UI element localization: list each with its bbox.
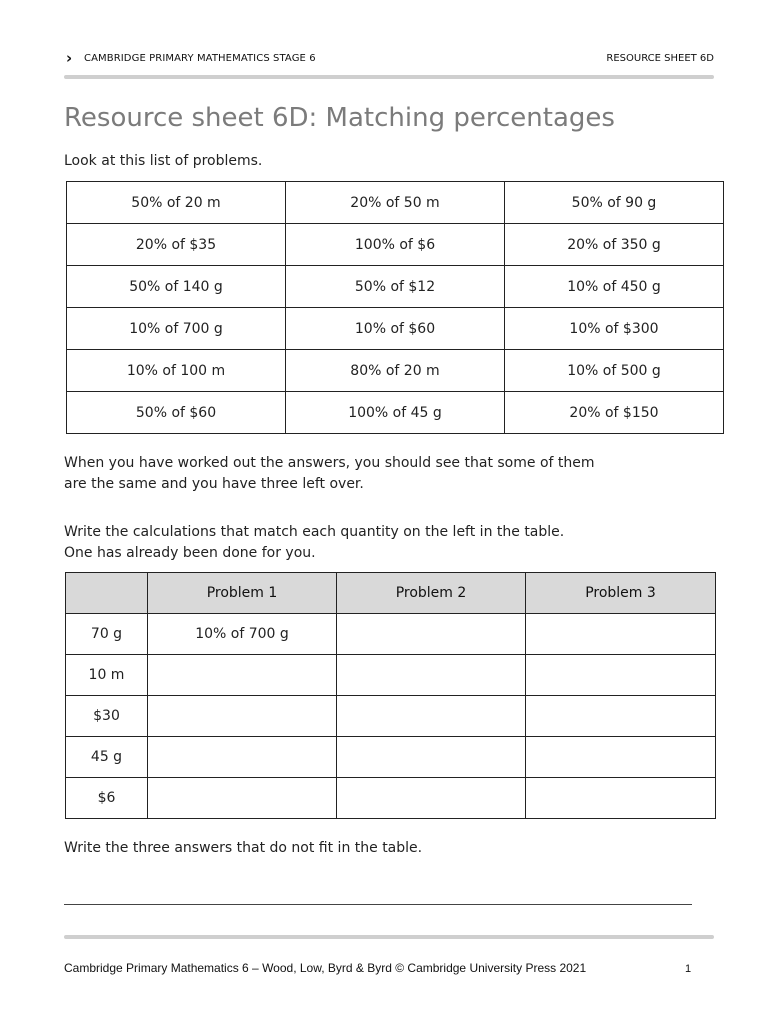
answer-cell <box>337 614 526 655</box>
problem-cell: 10% of $300 <box>505 308 724 350</box>
table-row <box>66 655 716 696</box>
problem-cell: 100% of $6 <box>286 224 505 266</box>
table-row <box>66 696 716 737</box>
header-row <box>66 573 716 614</box>
column-header-problem-1: Problem 1 <box>148 573 337 614</box>
sheet-label: RESOURCE SHEET 6D <box>606 53 714 64</box>
page-number: 1 <box>685 963 692 975</box>
intro-text <box>64 151 262 172</box>
problem-cell: 10% of 700 g <box>67 308 286 350</box>
problem-cell: 20% of 350 g <box>505 224 724 266</box>
problem-cell: 10% of $60 <box>286 308 505 350</box>
footer-credit: Cambridge Primary Mathematics 6 – Wood, Low, Byrd & Byrd © Cambridge University Press 2021 <box>64 961 587 975</box>
answer-cell <box>337 655 526 696</box>
answer-cell <box>148 737 337 778</box>
table-row <box>66 778 716 819</box>
page-header <box>66 49 714 68</box>
problem-cell: 20% of $35 <box>67 224 286 266</box>
note-line-1: When you have worked out the answers, you should see that some of them <box>64 455 595 471</box>
problems-table <box>66 181 724 434</box>
answer-cell <box>337 778 526 819</box>
header-divider <box>64 75 714 79</box>
answer-cell <box>526 696 716 737</box>
problem-cell: 50% of 140 g <box>67 266 286 308</box>
problem-cell: 20% of $150 <box>505 392 724 434</box>
problem-cell: 50% of $60 <box>67 392 286 434</box>
instruction-line-2: One has already been done for you. <box>64 545 316 561</box>
quantity-cell: 45 g <box>66 737 148 778</box>
series-title: CAMBRIDGE PRIMARY MATHEMATICS STAGE 6 <box>84 53 316 64</box>
problem-cell: 20% of 50 m <box>286 182 505 224</box>
answer-cell: 10% of 700 g <box>148 614 337 655</box>
instruction-text <box>64 522 564 564</box>
footer-divider <box>64 935 714 939</box>
problem-cell: 10% of 450 g <box>505 266 724 308</box>
answer-line <box>64 904 692 905</box>
matching-table <box>65 572 716 819</box>
problem-cell: 80% of 20 m <box>286 350 505 392</box>
answer-cell <box>526 778 716 819</box>
table-row <box>67 182 724 224</box>
problem-cell: 100% of 45 g <box>286 392 505 434</box>
quantity-cell: 70 g <box>66 614 148 655</box>
table-row <box>66 614 716 655</box>
answer-cell <box>337 737 526 778</box>
problem-cell: 10% of 500 g <box>505 350 724 392</box>
answer-cell <box>526 737 716 778</box>
page-title: Resource sheet 6D: Matching percentages <box>64 103 615 133</box>
instruction-line-1: Write the calculations that match each quantity on the left in the table. <box>64 524 565 540</box>
column-header-blank <box>66 573 148 614</box>
table-row <box>67 392 724 434</box>
answer-cell <box>148 655 337 696</box>
leftover-prompt-text: Write the three answers that do not fit in the table. <box>64 840 423 856</box>
table-row <box>67 224 724 266</box>
problem-cell: 10% of 100 m <box>67 350 286 392</box>
column-header-problem-2: Problem 2 <box>337 573 526 614</box>
answer-cell <box>526 655 716 696</box>
table-row <box>67 308 724 350</box>
table-row <box>66 737 716 778</box>
problem-cell: 50% of $12 <box>286 266 505 308</box>
column-header-problem-3: Problem 3 <box>526 573 716 614</box>
table-row <box>67 266 724 308</box>
answer-cell <box>337 696 526 737</box>
note-line-2: are the same and you have three left over. <box>64 476 364 492</box>
intro-line: Look at this list of problems. <box>64 153 263 169</box>
answer-cell <box>526 614 716 655</box>
note-text <box>64 453 595 495</box>
quantity-cell: 10 m <box>66 655 148 696</box>
answer-cell <box>148 696 337 737</box>
answer-cell <box>148 778 337 819</box>
problem-cell: 50% of 20 m <box>67 182 286 224</box>
table-row <box>67 350 724 392</box>
quantity-cell: $6 <box>66 778 148 819</box>
chevron-right-icon: › <box>66 49 73 67</box>
quantity-cell: $30 <box>66 696 148 737</box>
problem-cell: 50% of 90 g <box>505 182 724 224</box>
leftover-prompt <box>64 838 422 859</box>
